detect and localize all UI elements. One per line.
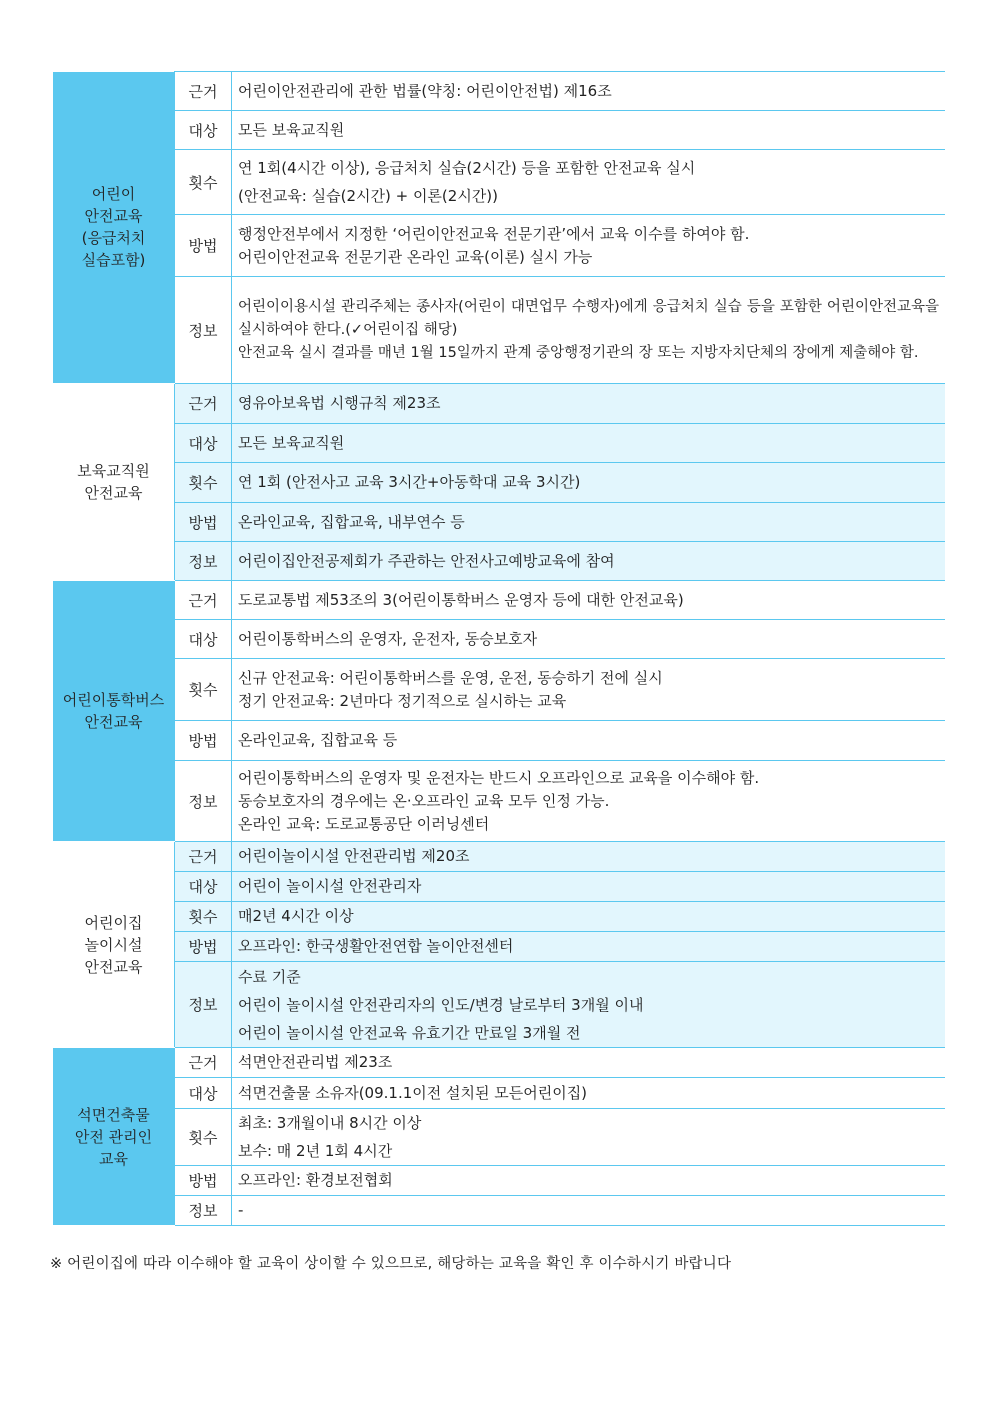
row-label: 방법	[175, 721, 232, 761]
row-value	[232, 463, 946, 503]
value-line: 온라인 교육: 도로교통공단 이러닝센터	[238, 814, 490, 833]
value-line: 석면안전관리법 제23조	[238, 1053, 393, 1071]
table-row	[53, 463, 945, 503]
category-line: 어린이통학버스	[62, 691, 165, 709]
row-value	[232, 620, 946, 659]
value-line: 어린이 놀이시설 안전관리자	[238, 877, 422, 895]
category-line: 석면건축물	[77, 1105, 150, 1124]
row-value	[232, 902, 946, 932]
category-line: 실습포함)	[81, 251, 146, 270]
row-label: 횟수	[175, 902, 232, 932]
row-label: 대상	[175, 872, 232, 902]
category-cell	[53, 1048, 175, 1226]
row-label: 방법	[175, 503, 232, 542]
row-value	[232, 542, 946, 581]
category-line: 안전교육	[84, 484, 143, 502]
table-row	[53, 1078, 945, 1109]
value-line: 어린이놀이시설 안전관리법 제20조	[238, 847, 470, 865]
category-line: 안전교육	[84, 207, 143, 226]
row-value	[232, 424, 946, 463]
value-line: 수료 기준	[238, 967, 301, 986]
row-value	[232, 581, 946, 620]
table-row	[53, 424, 945, 463]
table-row	[53, 1166, 945, 1196]
row-label: 대상	[175, 620, 232, 659]
table-row	[53, 1109, 945, 1166]
table-row	[53, 902, 945, 932]
table-row	[53, 932, 945, 962]
table-row	[53, 1196, 945, 1226]
value-line: 연 1회 (안전사고 교육 3시간+아동학대 교육 3시간)	[238, 473, 581, 491]
row-value	[232, 842, 946, 872]
category-line: 놀이시설	[84, 935, 143, 954]
category-cell	[53, 842, 175, 1048]
row-label: 근거	[175, 1048, 232, 1078]
row-label: 근거	[175, 72, 232, 111]
value-line: 모든 보육교직원	[238, 120, 345, 139]
row-label: 대상	[175, 1078, 232, 1109]
category-line: 어린이	[91, 185, 136, 204]
row-value	[232, 503, 946, 542]
row-label: 정보	[175, 542, 232, 581]
row-value	[232, 277, 946, 384]
value-line: 어린이안전관리에 관한 법률(약칭: 어린이안전법) 제16조	[238, 81, 612, 100]
value-line: 어린이집안전공제회가 주관하는 안전사고예방교육에 참여	[238, 551, 615, 570]
value-line: 어린이안전교육 전문기관 온라인 교육(이론) 실시 가능	[238, 247, 593, 266]
row-value	[232, 659, 946, 721]
value-line: 안전교육 실시 결과를 매년 1월 15일까지 관계 중앙행정기관의 장 또는 지방자치단체의 장에게 제출해야 함.	[238, 344, 919, 361]
table-row	[53, 503, 945, 542]
row-label: 방법	[175, 215, 232, 277]
table-row	[53, 581, 945, 620]
row-value	[232, 932, 946, 962]
category-line: 교육	[99, 1149, 128, 1168]
value-line: 최초: 3개월이내 8시간 이상	[238, 1114, 422, 1132]
category-cell	[53, 72, 175, 384]
row-label: 방법	[175, 1166, 232, 1196]
table-row	[53, 872, 945, 902]
row-label: 횟수	[175, 1109, 232, 1166]
value-line: 어린이이용시설 관리주체는 종사자(어린이 대면업무 수행자)에게 응급처치 실습 등을 포함한 어린이안전교육을 실시하여야 한다.(✓어린이집 해당)	[238, 298, 939, 338]
row-label: 대상	[175, 111, 232, 150]
value-line: 연 1회(4시간 이상), 응급처치 실습(2시간) 등을 포함한 안전교육 실시	[238, 159, 696, 177]
row-label: 근거	[175, 581, 232, 620]
value-line: 오프라인: 한국생활안전연합 놀이안전센터	[238, 937, 514, 955]
value-line: 보수: 매 2년 1회 4시간	[238, 1142, 393, 1160]
value-line: 어린이 놀이시설 안전관리자의 인도/변경 날로부터 3개월 이내	[238, 995, 644, 1014]
row-value	[232, 1048, 946, 1078]
category-line: 안전 관리인	[74, 1127, 153, 1146]
row-label: 정보	[175, 761, 232, 842]
row-value	[232, 215, 946, 277]
row-label: 정보	[175, 277, 232, 384]
row-label: 근거	[175, 842, 232, 872]
value-line: 행정안전부에서 지정한 ‘어린이안전교육 전문기관’에서 교육 이수를 하여야 함.	[238, 224, 750, 243]
row-value	[232, 384, 946, 424]
value-line: 도로교통법 제53조의 3(어린이통학버스 운영자 등에 대한 안전교육)	[238, 590, 684, 609]
row-label: 방법	[175, 932, 232, 962]
value-line: 정기 안전교육: 2년마다 정기적으로 실시하는 교육	[238, 691, 567, 710]
footnote: ※ 어린이집에 따라 이수해야 할 교육이 상이할 수 있으므로, 해당하는 교육을 확인 후 이수하시기 바랍니다	[50, 1256, 732, 1272]
row-value	[232, 1166, 946, 1196]
value-line: 어린이통학버스의 운영자, 운전자, 동승보호자	[238, 629, 538, 648]
row-label: 정보	[175, 1196, 232, 1226]
education-table	[53, 71, 945, 1226]
category-line: 안전교육	[84, 713, 143, 731]
category-line: 안전교육	[84, 957, 143, 976]
value-line: 어린이 놀이시설 안전교육 유효기간 만료일 3개월 전	[238, 1023, 581, 1042]
category-cell	[53, 384, 175, 581]
row-label: 근거	[175, 384, 232, 424]
value-line: 영유아보육법 시행규칙 제23조	[238, 394, 441, 412]
value-line: 신규 안전교육: 어린이통학버스를 운영, 운전, 동승하기 전에 실시	[238, 668, 663, 687]
value-line: (안전교육: 실습(2시간) + 이론(2시간))	[238, 187, 499, 205]
row-value	[232, 761, 946, 842]
category-cell	[53, 581, 175, 842]
table-row	[53, 761, 945, 842]
row-value	[232, 111, 946, 150]
table-row	[53, 842, 945, 872]
value-line: 모든 보육교직원	[238, 433, 345, 452]
value-line: 석면건출물 소유자(09.1.1이전 설치된 모든어린이집)	[238, 1083, 588, 1102]
table-row	[53, 721, 945, 761]
value-line: 온라인교육, 집합교육 등	[238, 731, 398, 749]
table-row	[53, 962, 945, 1048]
table-row	[53, 150, 945, 215]
value-line: -	[238, 1201, 244, 1219]
table-row	[53, 215, 945, 277]
table-row	[53, 1048, 945, 1078]
table-row	[53, 111, 945, 150]
table-row	[53, 659, 945, 721]
value-line: 동승보호자의 경우에는 온·오프라인 교육 모두 인정 가능.	[238, 791, 610, 810]
row-label: 정보	[175, 962, 232, 1048]
row-label: 횟수	[175, 659, 232, 721]
row-value	[232, 872, 946, 902]
value-line: 매2년 4시간 이상	[238, 907, 354, 925]
table-row	[53, 620, 945, 659]
value-line: 온라인교육, 집합교육, 내부연수 등	[238, 512, 465, 531]
table-row	[53, 542, 945, 581]
table-row	[53, 384, 945, 424]
category-line: 보육교직원	[77, 462, 150, 480]
category-line: (응급처치	[81, 229, 146, 248]
category-line: 어린이집	[84, 913, 143, 932]
row-value	[232, 72, 946, 111]
value-line: 어린이통학버스의 운영자 및 운전자는 반드시 오프라인으로 교육을 이수해야 함.	[238, 768, 760, 787]
row-value	[232, 962, 946, 1048]
table-row	[53, 72, 945, 111]
row-value	[232, 1078, 946, 1109]
row-value	[232, 1196, 946, 1226]
row-label: 횟수	[175, 150, 232, 215]
document	[53, 71, 945, 1226]
row-label: 대상	[175, 424, 232, 463]
value-line: 오프라인: 환경보전협회	[238, 1171, 393, 1189]
row-value	[232, 721, 946, 761]
table-row	[53, 277, 945, 384]
row-label: 횟수	[175, 463, 232, 503]
row-value	[232, 150, 946, 215]
row-value	[232, 1109, 946, 1166]
